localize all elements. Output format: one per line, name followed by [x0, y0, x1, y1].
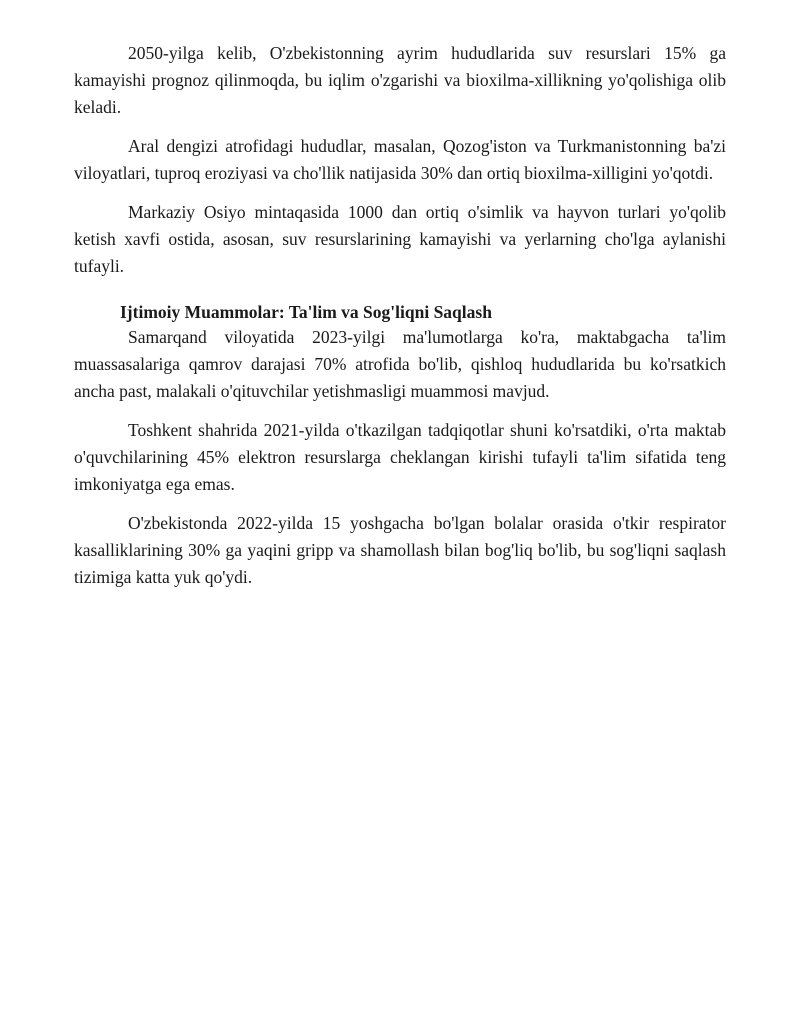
document-page	[74, 40, 726, 591]
section-heading: Ijtimoiy Muammolar: Ta'lim va Sog'liqni Saqlash	[120, 302, 492, 322]
paragraph-tashkent-schools: Toshkent shahrida 2021-yilda o'tkazilgan tadqiqotlar shuni ko'rsatdiki, o'rta maktab o'quvchilarining 45% elektron resurslarga cheklangan kirishi tufayli ta'lim sifatida teng imkoniyatga ega emas.	[74, 420, 726, 494]
paragraph-central-asia-species: Markaziy Osiyo mintaqasida 1000 dan ortiq o'simlik va hayvon turlari yo'qolib ketish xavfi ostida, asosan, suv resurslarining kamayishi va yerlarning cho'lga aylanishi tufayli.	[74, 202, 726, 276]
paragraph-samarkand-education: Samarqand viloyatida 2023-yilgi ma'lumotlarga ko'ra, maktabgacha ta'lim muassasalariga qamrov darajasi 70% atrofida bo'lib, qishloq hududlarida bu ko'rsatkich ancha past, malakali o'qituvchilar yetishmasligi muammosi mavjud.	[74, 327, 726, 401]
paragraph-water-resources: 2050-yilga kelib, O'zbekistonning ayrim hududlarida suv resurslari 15% ga kamayishi prognoz qilinmoqda, bu iqlim o'zgarishi va bioxilma-xillikning yo'qolishiga olib keladi.	[74, 43, 726, 117]
paragraph-uzbekistan-health: O'zbekistonda 2022-yilda 15 yoshgacha bo'lgan bolalar orasida o'tkir respirator kasalliklarining 30% ga yaqini gripp va shamollash bilan bog'liq bo'lib, bu sog'liqni saqlash tizimiga katta yuk qo'ydi.	[74, 513, 726, 587]
paragraph-aral-sea: Aral dengizi atrofidagi hududlar, masalan, Qozog'iston va Turkmanistonning ba'zi viloyatlari, tuproq eroziyasi va cho'llik natijasida 30% dan ortiq bioxilma-xilligini yo'qotdi.	[74, 136, 726, 183]
